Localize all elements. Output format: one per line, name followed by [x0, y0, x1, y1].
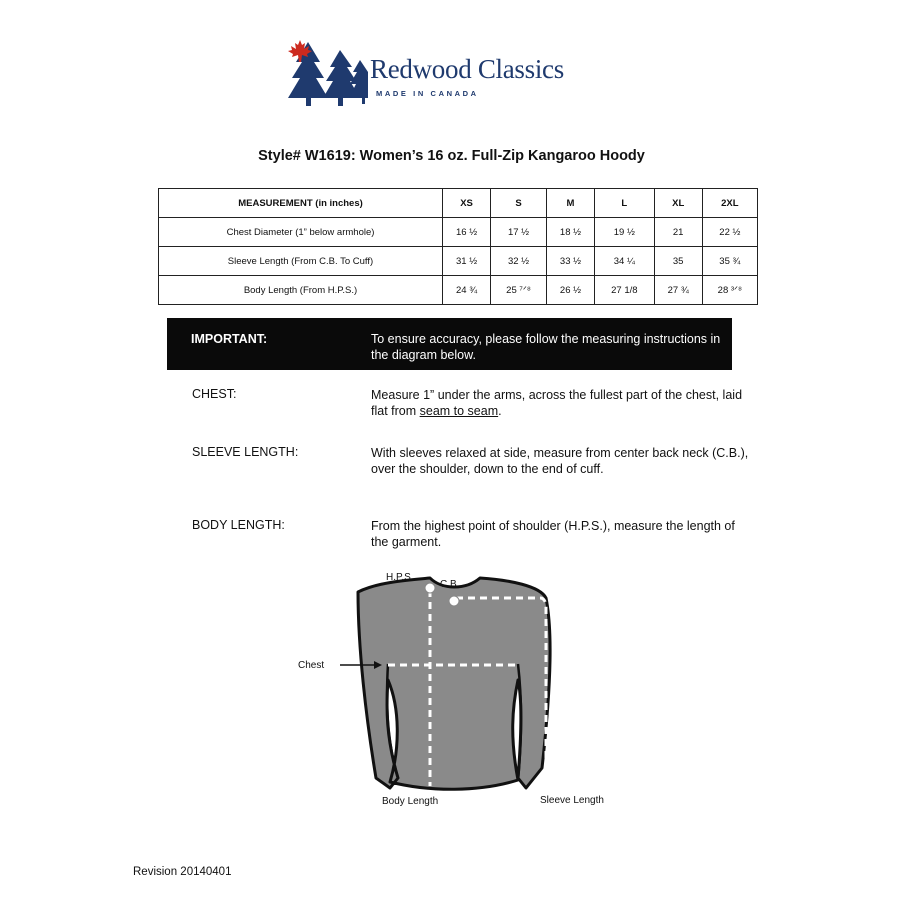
table-row	[159, 276, 758, 305]
body-label: BODY LENGTH:	[192, 518, 285, 532]
important-banner	[167, 318, 732, 370]
table-cell: 26 ½	[546, 276, 594, 305]
revision-label: Revision 20140401	[133, 866, 232, 878]
table-row	[159, 218, 758, 247]
table-cell: 22 ½	[702, 218, 757, 247]
chest-text-end: .	[498, 404, 502, 418]
chest-instruction	[371, 387, 751, 419]
sleeve-label: SLEEVE LENGTH:	[192, 445, 299, 459]
size-header: XL	[654, 189, 702, 218]
table-cell: 21	[654, 218, 702, 247]
size-header: M	[546, 189, 594, 218]
chest-label: CHEST:	[192, 387, 237, 401]
table-cell: 32 ½	[491, 247, 547, 276]
cb-label: C.B.	[440, 579, 460, 590]
table-cell: 35 ¾	[702, 247, 757, 276]
row-label: Sleeve Length (From C.B. To Cuff)	[159, 247, 443, 276]
seam-to-seam-text: seam to seam	[419, 404, 499, 418]
table-cell: 17 ½	[491, 218, 547, 247]
garment-silhouette	[290, 568, 650, 818]
size-header: S	[491, 189, 547, 218]
size-header: L	[595, 189, 655, 218]
body-length-label: Body Length	[382, 796, 439, 807]
sleeve-length-label: Sleeve Length	[540, 795, 604, 806]
important-text: To ensure accuracy, please follow the measuring instructions in the diagram below.	[371, 332, 721, 362]
table-cell: 31 ½	[443, 247, 491, 276]
chest-text: Measure 1” under the arms, across the fullest part of the chest, laid flat from	[371, 388, 743, 418]
size-header: 2XL	[702, 189, 757, 218]
chest-diagram-label: Chest	[298, 660, 325, 671]
table-cell: 24 ¾	[443, 276, 491, 305]
row-label: Chest Diameter (1” below armhole)	[159, 218, 443, 247]
table-cell: 25 ⁷ᐟ⁸	[491, 276, 547, 305]
measurement-diagram	[290, 568, 650, 818]
size-chart-table	[158, 188, 758, 305]
row-label: Body Length (From H.P.S.)	[159, 276, 443, 305]
table-cell: 27 ¾	[654, 276, 702, 305]
table-row	[159, 247, 758, 276]
brand-tagline: MADE IN CANADA	[376, 89, 479, 98]
size-header: XS	[443, 189, 491, 218]
brand-name: Redwood Classics	[370, 54, 564, 84]
page-title: Style# W1619: Women’s 16 oz. Full-Zip Kangaroo Hoody	[258, 148, 645, 164]
sleeve-instruction: With sleeves relaxed at side, measure from center back neck (C.B.), over the shoulder, down to the end of cuff.	[371, 446, 749, 476]
table-cell: 35	[654, 247, 702, 276]
table-header-row	[159, 189, 758, 218]
table-cell: 27 1/8	[595, 276, 655, 305]
hps-label: H.P.S.	[386, 572, 414, 583]
table-cell: 18 ½	[546, 218, 594, 247]
body-instruction: From the highest point of shoulder (H.P.S.), measure the length of the garment.	[371, 519, 735, 549]
table-cell: 19 ½	[595, 218, 655, 247]
table-cell: 16 ½	[443, 218, 491, 247]
table-cell: 28 ³ᐟ⁸	[702, 276, 757, 305]
measurement-header: MEASUREMENT (in inches)	[159, 189, 443, 218]
important-label: IMPORTANT:	[191, 332, 268, 346]
maple-leaf-icon	[288, 40, 312, 62]
table-cell: 34 ¼	[595, 247, 655, 276]
table-cell: 33 ½	[546, 247, 594, 276]
brand-logo	[288, 40, 618, 106]
